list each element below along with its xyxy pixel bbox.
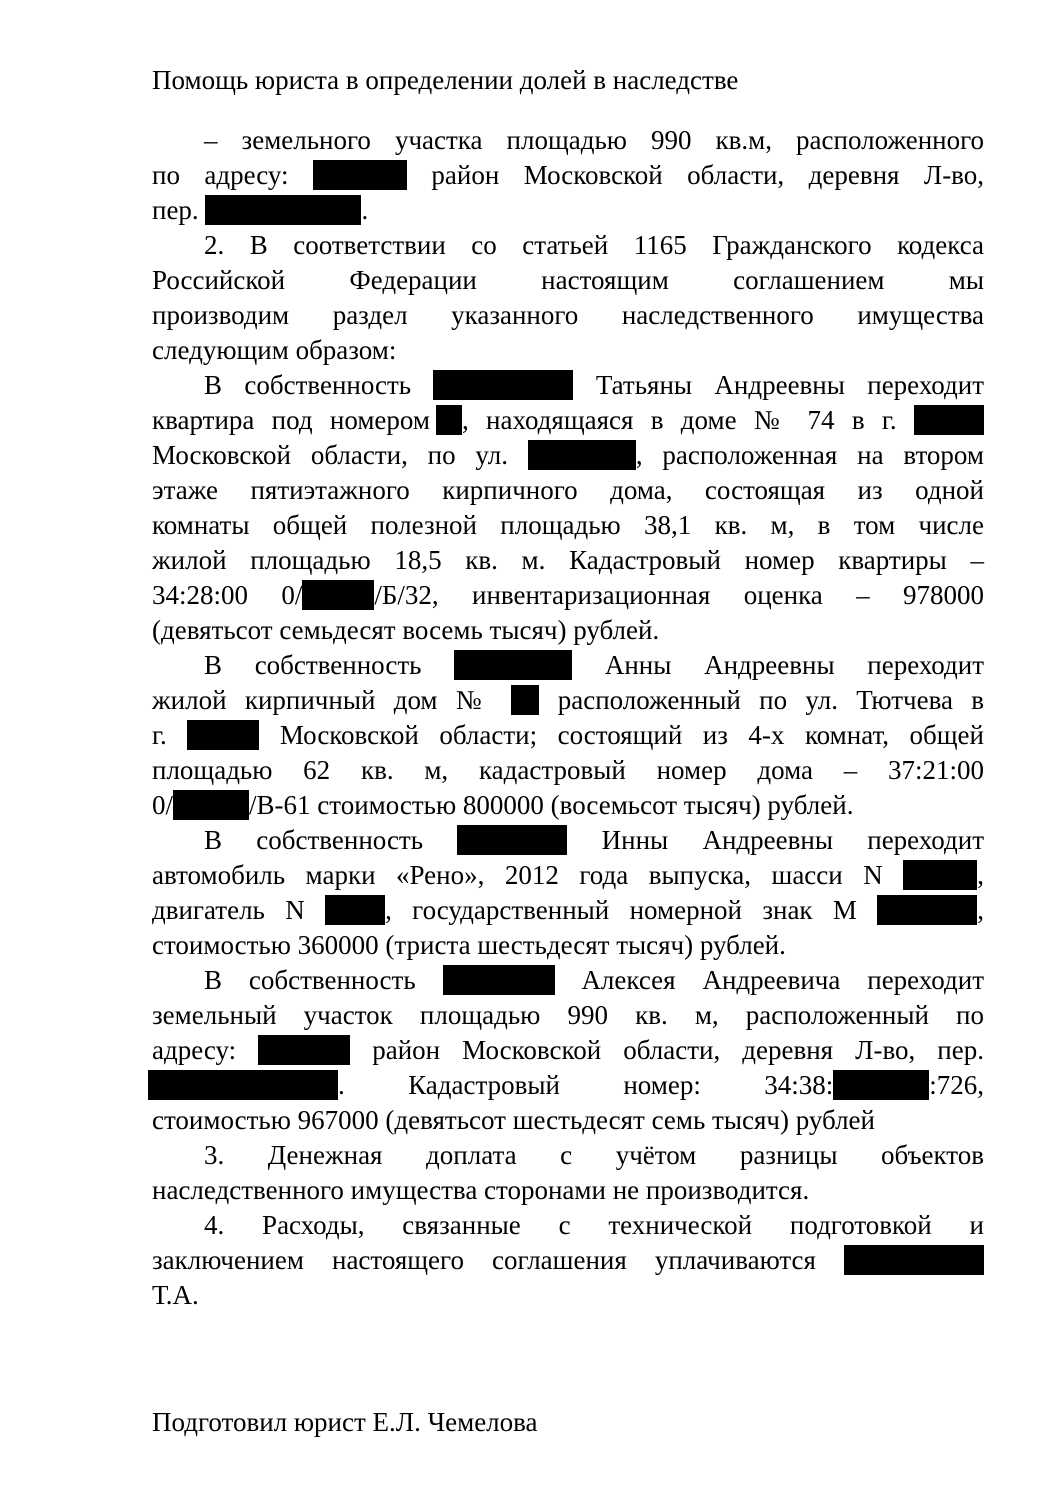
text-line: следующим образом:: [152, 335, 397, 365]
text-line: производим раздел указанного наследственного имущества: [152, 300, 984, 330]
text-line: 0/ /В-61 стоимостью 800000 (восемьсот тысяч) рублей.: [152, 790, 854, 820]
text-line: В собственность Инны Андреевны переходит: [204, 825, 984, 855]
text-line: В собственность Алексея Андреевича переходит: [204, 965, 984, 995]
text-line: – земельного участка площадью 990 кв.м, расположенного: [204, 125, 984, 155]
text-line: автомобиль марки «Рено», 2012 года выпуска, шасси N ,: [152, 860, 984, 890]
text-line: (девятьсот семьдесят восемь тысяч) рублей.: [152, 615, 660, 645]
text-line: Т.А.: [152, 1280, 199, 1310]
text-line: комнаты общей полезной площадью 38,1 кв. м, в том числе: [152, 510, 984, 540]
text-line: жилой площадью 18,5 кв. м. Кадастровый номер квартиры –: [152, 545, 984, 575]
text-line: земельный участок площадью 990 кв. м, расположенный по: [152, 1000, 984, 1030]
redaction-box: [903, 860, 977, 890]
text-line: пер. .: [152, 195, 369, 225]
redaction-box: [325, 895, 385, 925]
text-line: 2. В соответствии со статьей 1165 Гражданского кодекса: [204, 230, 984, 260]
document-footer: Подготовил юрист Е.Л. Чемелова: [152, 1407, 538, 1437]
text-line: адресу: район Московской области, деревня Л-во, пер.: [152, 1035, 984, 1065]
redaction-box: [457, 825, 567, 855]
redaction-box: [205, 195, 361, 225]
redaction-box: [436, 405, 462, 435]
text-line: В собственность Анны Андреевны переходит: [204, 650, 985, 680]
redaction-box: [433, 370, 573, 400]
text-line: г. Московской области; состоящий из 4-х комнат, общей: [152, 720, 984, 750]
text-line: В собственность Татьяны Андреевны переходит: [204, 370, 984, 400]
redaction-box: [443, 965, 555, 995]
redaction-box: [302, 580, 374, 610]
redaction-box: [844, 1245, 984, 1275]
redaction-box: [173, 790, 249, 820]
text-line: стоимостью 360000 (триста шестьдесят тысяч) рублей.: [152, 930, 786, 960]
redaction-box: [258, 1035, 350, 1065]
redaction-box: [833, 1070, 929, 1100]
text-line: жилой кирпичный дом № расположенный по ул. Тютчева в: [152, 685, 985, 715]
document-header: Помощь юриста в определении долей в наследстве: [152, 65, 739, 95]
redaction-box: [914, 405, 984, 435]
text-line: квартира под номером , находящаяся в доме № 74 в г.: [152, 403, 984, 438]
text-line: Московской области, по ул. , расположенная на втором: [152, 440, 985, 470]
redaction-box: [148, 1070, 338, 1100]
redaction-box: [313, 160, 407, 190]
text-line: 4. Расходы, связанные с технической подготовкой и: [204, 1210, 984, 1240]
text-line: площадью 62 кв. м, кадастровый номер дома – 37:21:00: [152, 755, 984, 785]
redaction-box: [877, 895, 977, 925]
text-line: стоимостью 967000 (девятьсот шестьдесят семь тысяч) рублей: [152, 1105, 875, 1135]
redaction-box: [528, 440, 636, 470]
text-line: заключением настоящего соглашения уплачиваются: [152, 1243, 984, 1278]
redaction-box: [454, 650, 572, 680]
text-line: 34:28:00 0/ /Б/32, инвентаризационная оценка – 978000: [152, 580, 984, 610]
text-line: 3. Денежная доплата с учётом разницы объектов: [204, 1140, 984, 1170]
redaction-box: [187, 720, 259, 750]
text-line: наследственного имущества сторонами не производится.: [152, 1175, 810, 1205]
text-line: по адресу: район Московской области, деревня Л-во,: [152, 160, 984, 190]
text-line: . Кадастровый номер: 34:38: :726,: [152, 1068, 984, 1103]
redaction-box: [511, 685, 539, 715]
text-line: Российской Федерации настоящим соглашением мы: [152, 265, 984, 295]
text-line: этаже пятиэтажного кирпичного дома, состоящая из одной: [152, 475, 984, 505]
text-line: двигатель N , государственный номерной знак М ,: [152, 895, 985, 925]
